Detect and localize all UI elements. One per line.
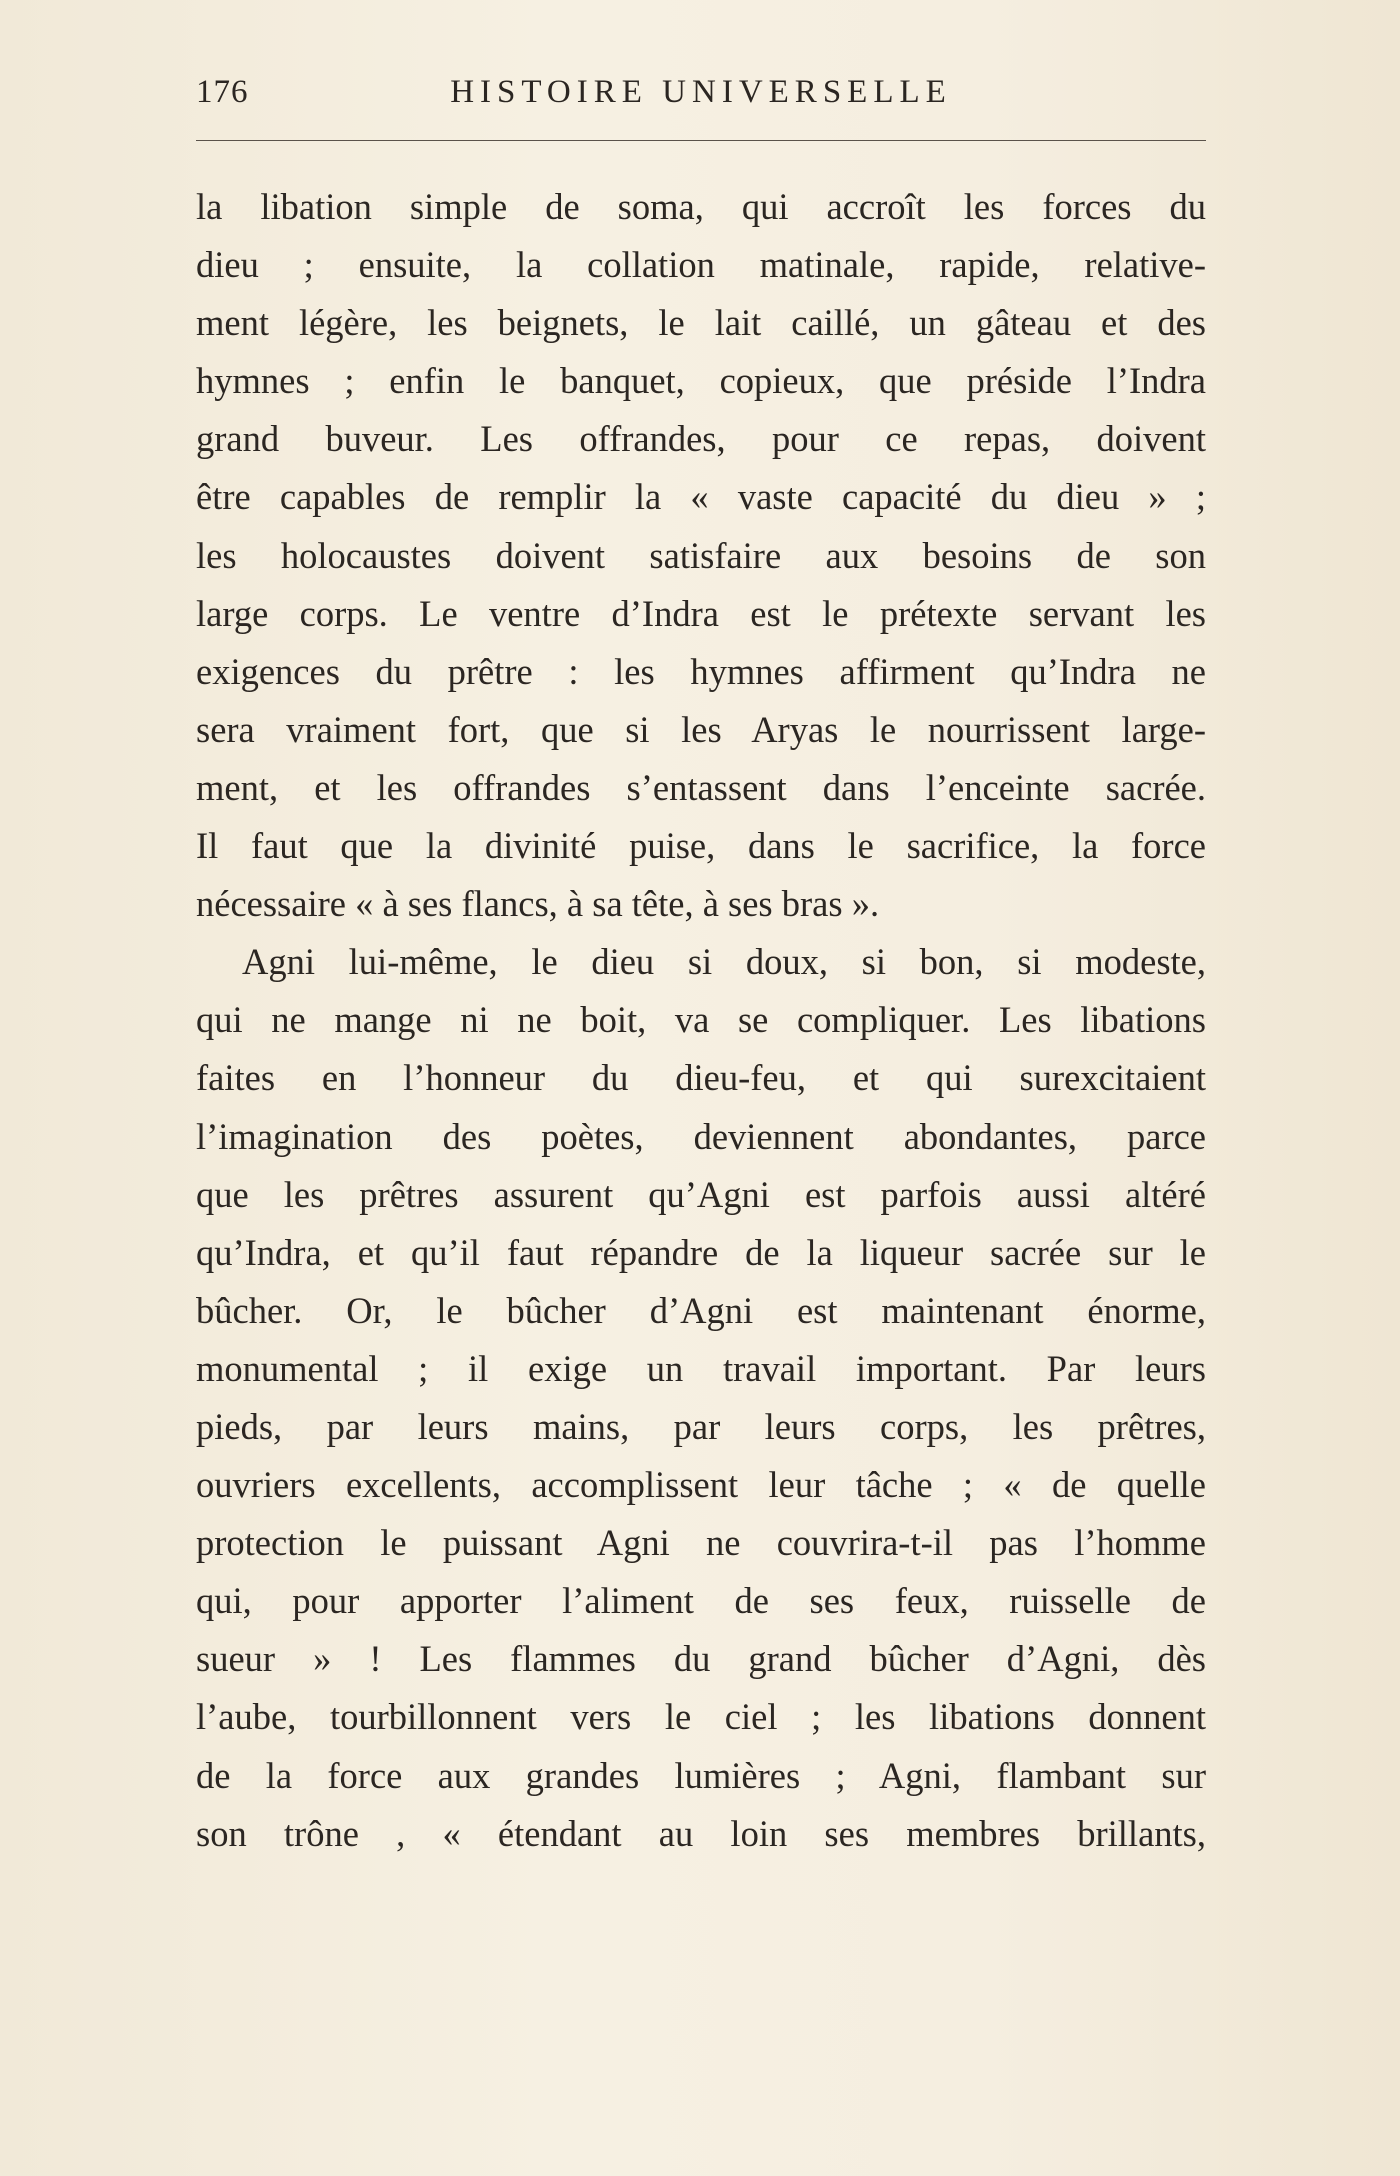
text-line: sera vraiment fort, que si les Aryas le nourrissent large- — [196, 708, 1206, 750]
page-header — [196, 74, 1204, 124]
text-line: hymnes ; enfin le banquet, copieux, que préside l’Indra — [196, 360, 1206, 402]
text-line: faites en l’honneur du dieu-feu, et qui surexcitaient — [196, 1057, 1206, 1099]
text-line: son trône , « étendant au loin ses membres brillants, — [196, 1812, 1206, 1854]
text-line: l’imagination des poètes, deviennent abondantes, parce — [196, 1115, 1206, 1157]
text-line: large corps. Le ventre d’Indra est le prétexte servant les — [196, 592, 1206, 634]
text-line: les holocaustes doivent satisfaire aux besoins de son — [196, 534, 1206, 576]
text-line: qui, pour apporter l’aliment de ses feux, ruisselle de — [196, 1580, 1206, 1622]
text-line: de la force aux grandes lumières ; Agni, flambant sur — [196, 1754, 1206, 1796]
text-line: exigences du prêtre : les hymnes affirment qu’Indra ne — [196, 650, 1206, 692]
text-line-paragraph-start: Agni lui-même, le dieu si doux, si bon, si modeste, — [242, 941, 1206, 983]
text-line: bûcher. Or, le bûcher d’Agni est maintenant énorme, — [196, 1289, 1206, 1331]
header-rule — [196, 140, 1206, 141]
text-line: ment légère, les beignets, le lait caillé, un gâteau et des — [196, 302, 1206, 344]
text-line: ment, et les offrandes s’entassent dans l’enceinte sacrée. — [196, 766, 1206, 808]
text-line: qu’Indra, et qu’il faut répandre de la liqueur sacrée sur le — [196, 1231, 1206, 1273]
text-line: sueur » ! Les flammes du grand bûcher d’Agni, dès — [196, 1638, 1206, 1680]
text-line: dieu ; ensuite, la collation matinale, rapide, relative- — [196, 244, 1206, 286]
text-line: protection le puissant Agni ne couvrira-t-il pas l’homme — [196, 1522, 1206, 1564]
text-line: pieds, par leurs mains, par leurs corps, les prêtres, — [196, 1405, 1206, 1447]
text-line-paragraph-end: nécessaire « à ses flancs, à sa tête, à ses bras ». — [196, 883, 880, 925]
text-line: ouvriers excellents, accomplissent leur tâche ; « de quelle — [196, 1464, 1206, 1506]
page-number: 176 — [196, 74, 249, 110]
text-line: monumental ; il exige un travail important. Par leurs — [196, 1347, 1206, 1389]
text-line: la libation simple de soma, qui accroît les forces du — [196, 186, 1206, 227]
text-line: grand buveur. Les offrandes, pour ce repas, doivent — [196, 418, 1206, 460]
text-line: Il faut que la divinité puise, dans le sacrifice, la force — [196, 825, 1206, 867]
text-line: être capables de remplir la « vaste capacité du dieu » ; — [196, 476, 1206, 518]
running-head: HISTOIRE UNIVERSELLE — [450, 74, 952, 110]
text-line: l’aube, tourbillonnent vers le ciel ; les libations donnent — [196, 1696, 1206, 1738]
text-line: que les prêtres assurent qu’Agni est parfois aussi altéré — [196, 1173, 1206, 1215]
text-line: qui ne mange ni ne boit, va se compliquer. Les libations — [196, 999, 1206, 1041]
body-text — [196, 178, 1206, 1863]
